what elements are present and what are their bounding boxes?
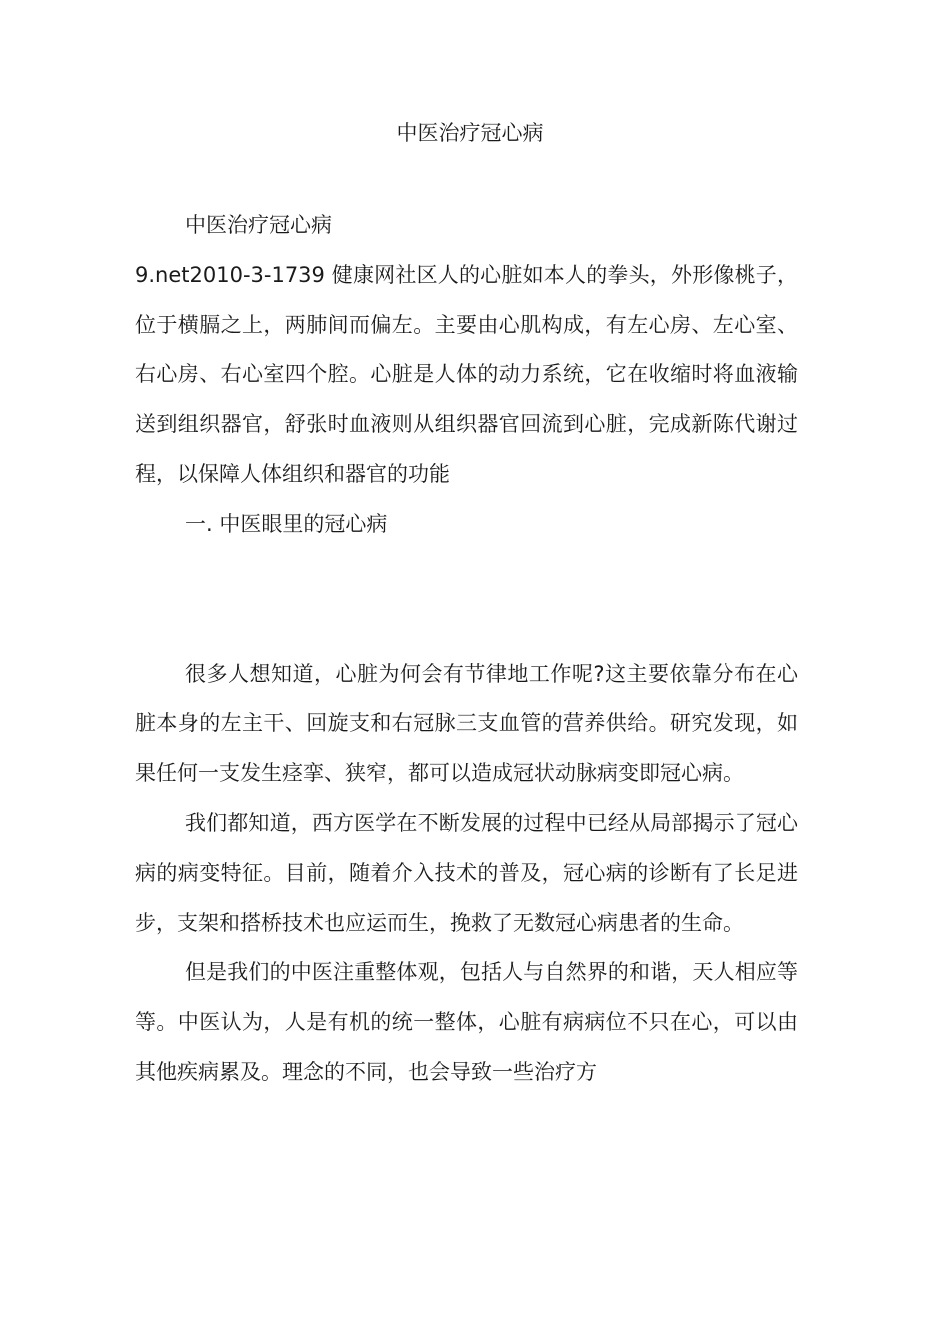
intro-paragraph: 9.net2010-3-1739 健康网社区人的心脏如本人的拳头，外形像桃子，位于横膈之上，两肺间而偏左。主要由心肌构成，有左心房、左心室、右心房、右心室四个腔。心脏是人体的动力系统，它在收缩时将血液输送到组织器官，舒张时血液则从组织器官回流到心脏，完成新陈代谢过程，以保障人体组织和器官的功能 (135, 262, 798, 486)
document-title: 中医治疗冠心病 (396, 121, 544, 145)
section-heading: 一. 中医眼里的冠心病 (185, 511, 388, 536)
body-paragraph: 但是我们的中医注重整体观，包括人与自然界的和谐，天人相应等等。中医认为，人是有机的统一整体，心脏有病病位不只在心，可以由其他疾病累及。理念的不同，也会导致一些治疗方 (135, 960, 798, 1084)
section-spacer (135, 550, 798, 650)
document-subtitle: 中医治疗冠心病 (185, 213, 332, 237)
body-paragraph: 很多人想知道，心脏为何会有节律地工作呢?这主要依靠分布在心脏本身的左主干、回旋支和右冠脉三支血管的营养供给。研究发现，如果任何一支发生痉挛、狭窄，都可以造成冠状动脉病变即冠心病。 (135, 661, 798, 786)
document-body (135, 201, 798, 1098)
body-paragraph: 我们都知道，西方医学在不断发展的过程中已经从局部揭示了冠心病的病变特征。目前，随着介入技术的普及，冠心病的诊断有了长足进步，支架和搭桥技术也应运而生，挽救了无数冠心病患者的生命。 (135, 810, 798, 935)
